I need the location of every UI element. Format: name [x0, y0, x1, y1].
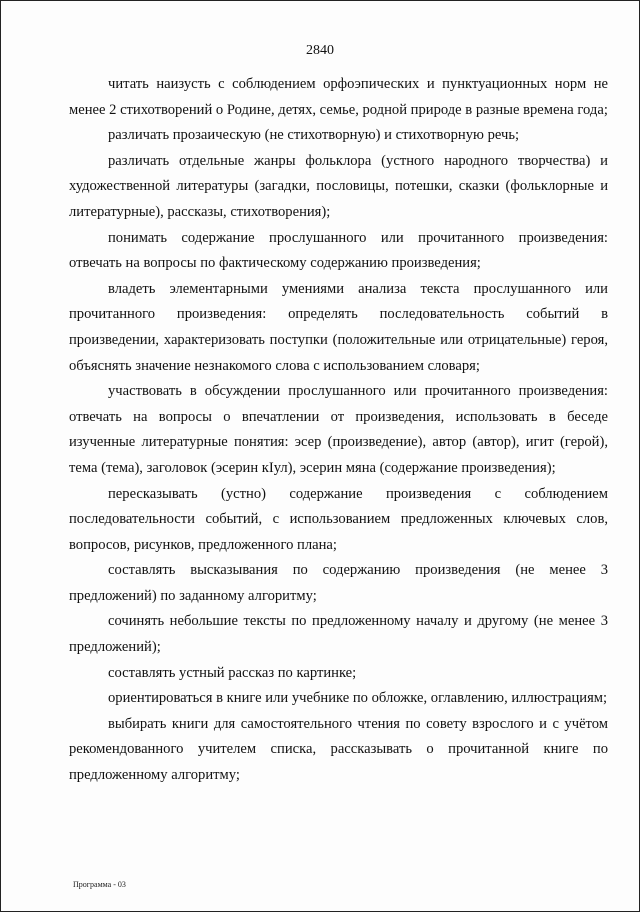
paragraph: различать отдельные жанры фольклора (устного народного творчества) и художественной литературы (загадки, пословицы, потешки, сказки (фольклорные и литературные), рассказы, стихотворения);: [69, 152, 608, 220]
paragraph: читать наизусть с соблюдением орфоэпических и пунктуационных норм не менее 2 стихотворений о Родине, детях, семье, родной природе в разные времена года;: [69, 76, 608, 118]
paragraph: пересказывать (устно) содержание произведения с соблюдением последовательности событий, с использованием предложенных ключевых слов, вопросов, рисунков, предложенного плана;: [69, 485, 608, 553]
paragraph: владеть элементарными умениями анализа текста прослушанного или прочитанного произведения: определять последовательность событий в произведении, характеризовать поступки (положительные или отрицательные) героя, объяснять значение незнакомого слова с использованием словаря;: [69, 280, 608, 374]
paragraph: выбирать книги для самостоятельного чтения по совету взрослого и с учётом рекомендованного учителем списка, рассказывать о прочитанной книге по предложенному алгоритму;: [69, 715, 608, 784]
paragraph: различать прозаическую (не стихотворную) и стихотворную речь;: [108, 127, 520, 144]
paragraph: участвовать в обсуждении прослушанного или прочитанного произведения: отвечать на вопросы о впечатлении от произведения, использовать в беседе изученные литературные понятия: эсер (произведение), автор (автор), игит (герой), тема (тема), заголовок (эсерин кIул), эсерин мяна (содержание произведения);: [69, 383, 608, 476]
page-number: 2840: [306, 43, 334, 58]
document-body: [69, 72, 608, 789]
page-footer: Программа - 03: [73, 880, 126, 889]
paragraph: составлять высказывания по содержанию произведения (не менее 3 предложений) по заданному алгоритму;: [69, 562, 608, 604]
paragraph: составлять устный рассказ по картинке;: [108, 664, 357, 681]
paragraph: ориентироваться в книге или учебнике по обложке, оглавлению, иллюстрациям;: [108, 690, 608, 707]
paragraph: сочинять небольшие тексты по предложенному началу и другому (не менее 3 предложений);: [69, 613, 608, 656]
paragraph: понимать содержание прослушанного или прочитанного произведения: отвечать на вопросы по фактическому содержанию произведения;: [69, 229, 608, 272]
